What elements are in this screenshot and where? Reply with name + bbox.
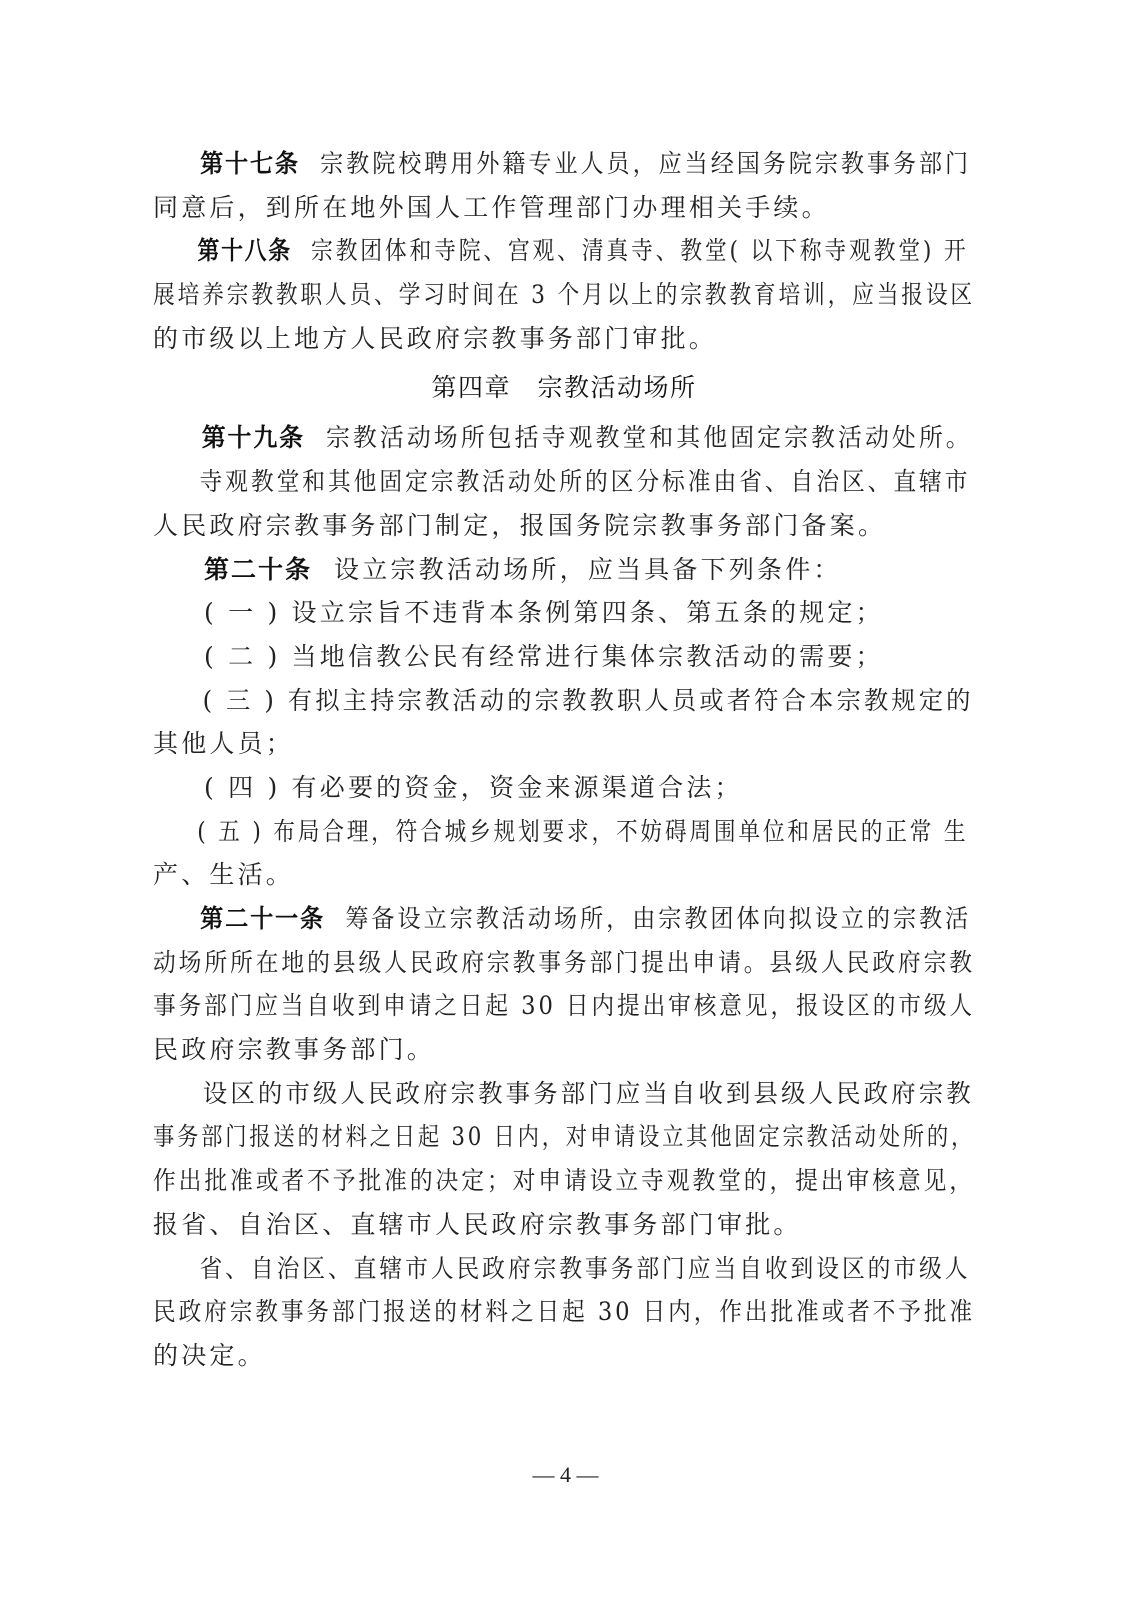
text-line: 事务部门应当自收到申请之日起 30 日内提出审核意见，报设区的市级人 <box>153 991 976 1021</box>
list-item: ( 四 ) 有必要的资金，资金来源渠道合法； <box>204 772 743 802</box>
text-line: 设区的市级人民政府宗教事务部门应当自收到县级人民政府宗教 <box>202 1078 974 1108</box>
list-item: ( 二 ) 当地信教公民有经常进行集体宗教活动的需要； <box>204 641 884 671</box>
text-line: 事务部门报送的材料之日起 30 日内，对申请设立其他固定宗教活动处所的， <box>153 1122 976 1152</box>
text-line: 省、自治区、直辖市人民政府宗教事务部门应当自收到设区的市级人 <box>199 1253 971 1283</box>
text-line: 作出批准或者不予批准的决定；对申请设立寺观教堂的，提出审核意见， <box>153 1166 976 1196</box>
text-line: 产、生活。 <box>153 860 295 890</box>
text-line: 民政府宗教事务部门。 <box>153 1035 436 1065</box>
text-line: 动场所所在地的县级人民政府宗教事务部门提出申请。县级人民政府宗教 <box>153 947 976 977</box>
text-line: 第二十一条 筹备设立宗教活动场所，由宗教团体向拟设立的宗教活 <box>200 904 972 933</box>
article-number: 第二十条 <box>204 554 313 584</box>
document-body <box>153 142 975 1378</box>
chapter-title: 第四章 宗教活动场所 <box>431 373 697 403</box>
text-line: 第十九条 宗教活动场所包括寺观教堂和其他固定宗教活动处所。 <box>201 423 973 453</box>
article-number: 第二十一条 <box>200 904 326 933</box>
text-line: 其他人员； <box>153 729 295 759</box>
article-number: 第十九条 <box>201 423 305 453</box>
text-line: 的市级以上地方人民政府宗教事务部门审批。 <box>153 323 718 353</box>
text-line: 人民政府宗教事务部门制定，报国务院宗教事务部门备案。 <box>153 510 887 540</box>
list-item: ( 五 ) 布局合理，符合城乡规划要求，不妨碍周围单位和居民的正常 生 <box>197 816 969 846</box>
text-line: 的决定。 <box>153 1340 266 1370</box>
list-item: ( 一 ) 设立宗旨不违背本条例第四条、第五条的规定； <box>204 598 884 628</box>
text-line: 展培养宗教教职人员、学习时间在 3 个月以上的宗教教育培训，应当报设区 <box>153 280 975 310</box>
text-line: 第十八条 宗教团体和寺院、宫观、清真寺、教堂( 以下称寺观教堂) 开 <box>197 236 969 266</box>
text-line: 寺观教堂和其他固定宗教活动处所的区分标准由省、自治区、直辖市 <box>199 467 971 497</box>
article-number: 第十八条 <box>197 236 292 266</box>
text-line: 报省、自治区、直辖市人民政府宗教事务部门审批。 <box>153 1209 802 1239</box>
page-number: — 4 — <box>532 1462 599 1487</box>
text-line: 第十七条 宗教院校聘用外籍专业人员，应当经国务院宗教事务部门 <box>200 149 972 178</box>
text-line: 民政府宗教事务部门报送的材料之日起 30 日内，作出批准或者不予批准 <box>153 1297 976 1327</box>
list-item: ( 三 ) 有拟主持宗教活动的宗教教职人员或者符合本宗教规定的 <box>202 685 974 715</box>
article-number: 第十七条 <box>200 149 300 178</box>
text-line: 第二十条 设立宗教活动场所，应当具备下列条件： <box>204 554 842 584</box>
text-line: 同意后，到所在地外国人工作管理部门办理相关手续。 <box>153 192 830 222</box>
